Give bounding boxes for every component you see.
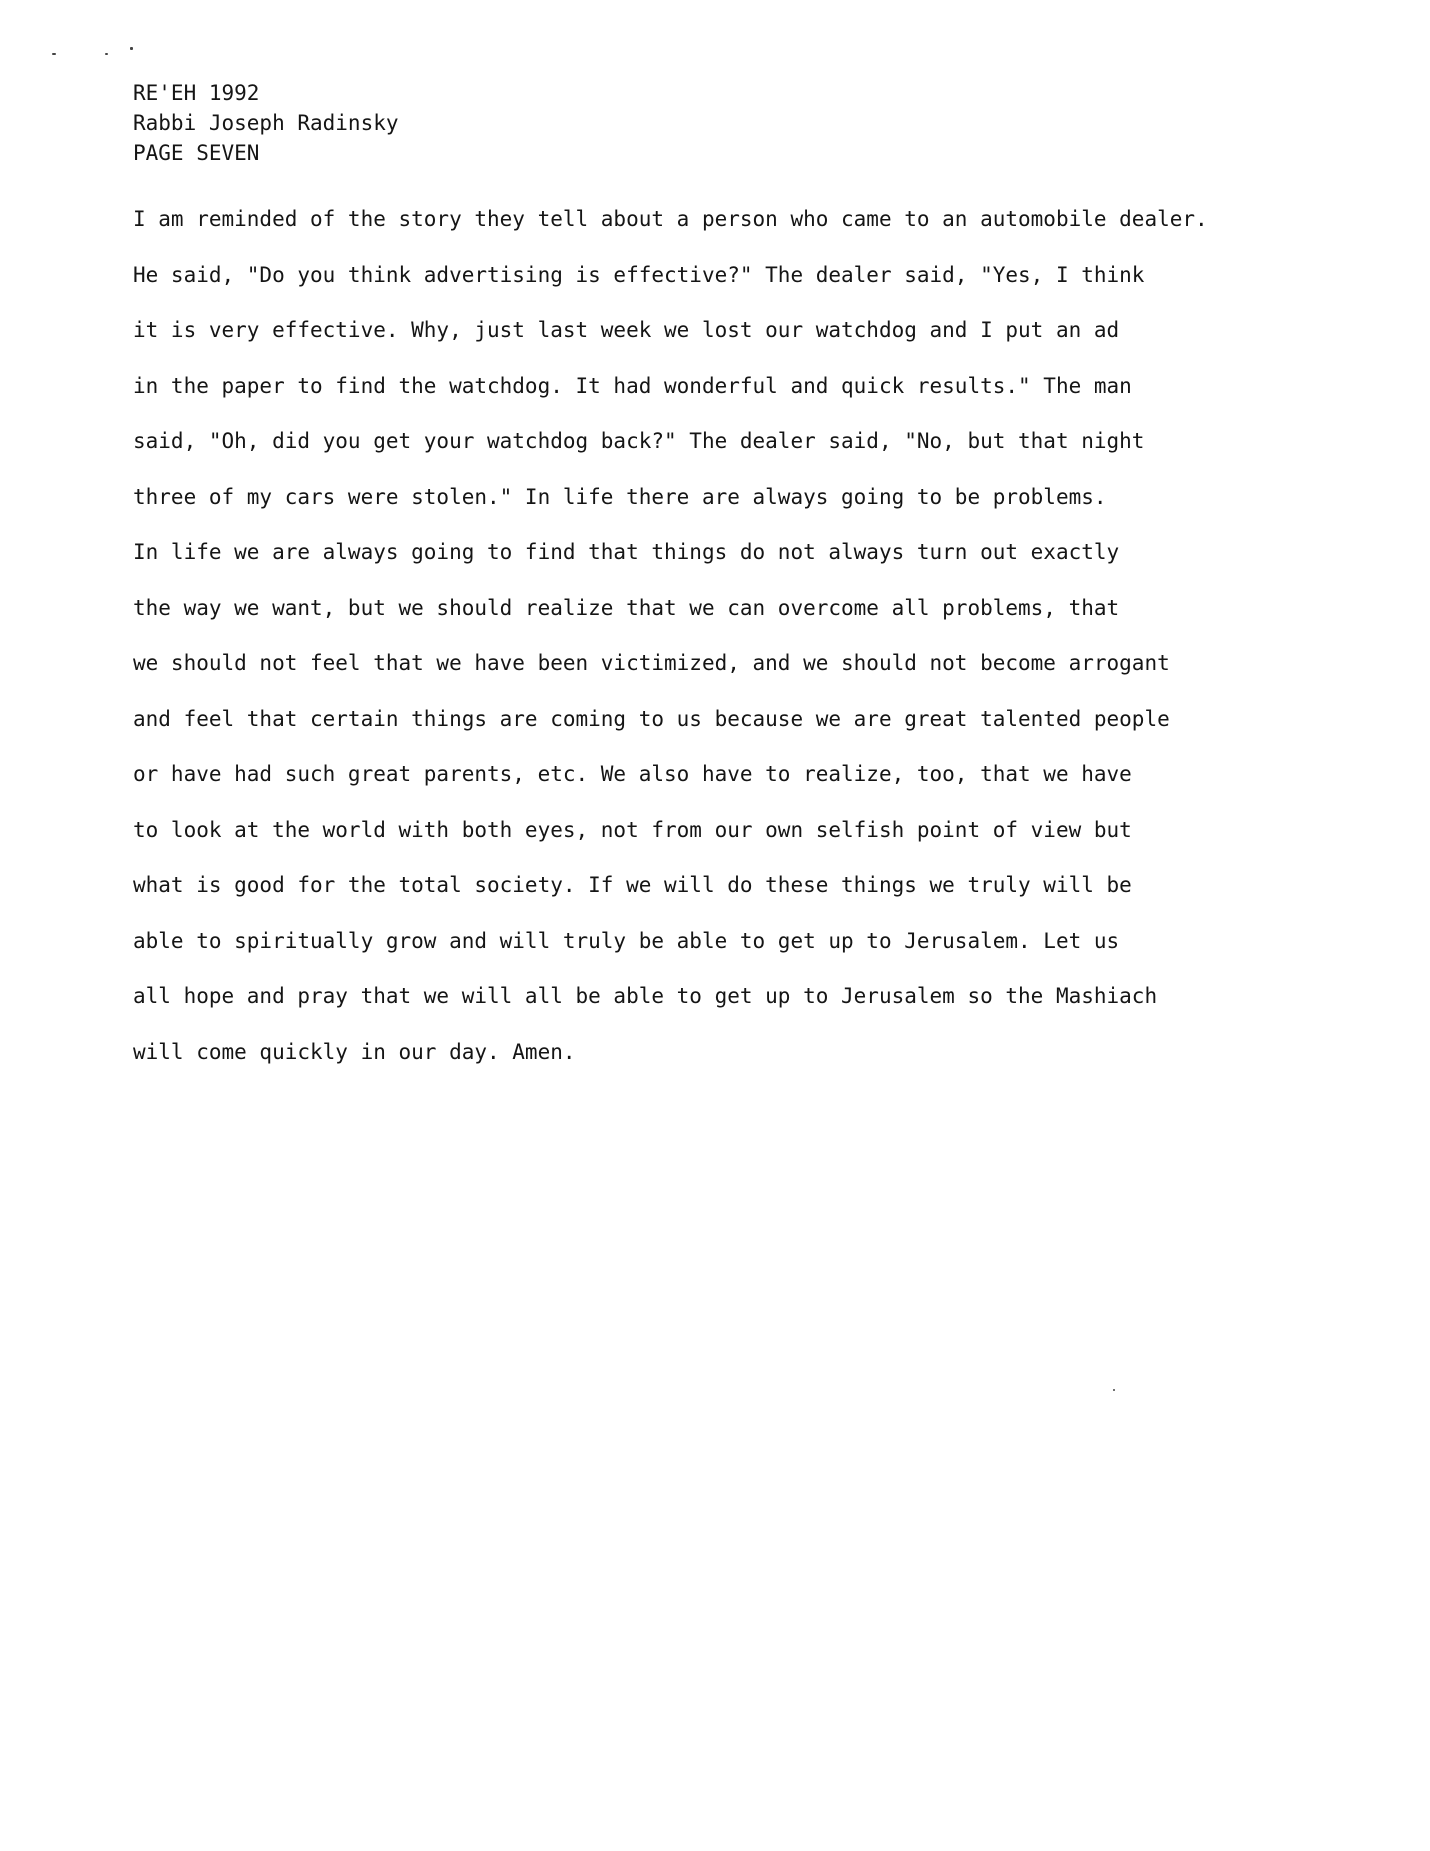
scan-speck bbox=[130, 47, 133, 50]
scan-speck bbox=[105, 53, 108, 55]
sermon-body bbox=[133, 192, 1273, 1080]
text-line: all hope and pray that we will all be able to get up to Jerusalem so the Mashiach bbox=[133, 984, 1158, 1008]
text-line: able to spiritually grow and will truly be able to get up to Jerusalem. Let us bbox=[133, 928, 1120, 953]
text-line: I am reminded of the story they tell about a person who came to an automobile dealer. bbox=[133, 207, 1208, 231]
text-line: In life we are always going to find that things do not always turn out exactly bbox=[133, 540, 1120, 564]
scan-speck bbox=[1113, 1389, 1115, 1391]
text-line: what is good for the total society. If we will do these things we truly will be bbox=[133, 873, 1132, 897]
text-line: three of my cars were stolen." In life there are always going to be problems. bbox=[133, 484, 1107, 509]
text-line: the way we want, but we should realize that we can overcome all problems, that bbox=[133, 595, 1120, 620]
text-line: to look at the world with both eyes, not from our own selfish point of view but bbox=[133, 817, 1132, 842]
document-header bbox=[133, 78, 399, 168]
text-line: in the paper to find the watchdog. It had wonderful and quick results." The man bbox=[133, 373, 1132, 398]
text-line: He said, "Do you think advertising is effective?" The dealer said, "Yes, I think bbox=[133, 262, 1145, 287]
text-line: it is very effective. Why, just last week we lost our watchdog and I put an ad bbox=[133, 318, 1120, 342]
text-line: or have had such great parents, etc. We also have to realize, too, that we have bbox=[133, 762, 1132, 786]
scan-speck bbox=[52, 53, 56, 55]
sermon-title: RE'EH 1992 bbox=[133, 81, 260, 105]
page-label: PAGE SEVEN bbox=[133, 141, 260, 165]
text-line: said, "Oh, did you get your watchdog back?" The dealer said, "No, but that night bbox=[133, 429, 1145, 453]
text-line: we should not feel that we have been victimized, and we should not become arrogant bbox=[133, 651, 1170, 675]
author-name: Rabbi Joseph Radinsky bbox=[133, 111, 399, 135]
text-line: will come quickly in our day. Amen. bbox=[133, 1039, 576, 1064]
text-line: and feel that certain things are coming to us because we are great talented people bbox=[133, 706, 1170, 731]
